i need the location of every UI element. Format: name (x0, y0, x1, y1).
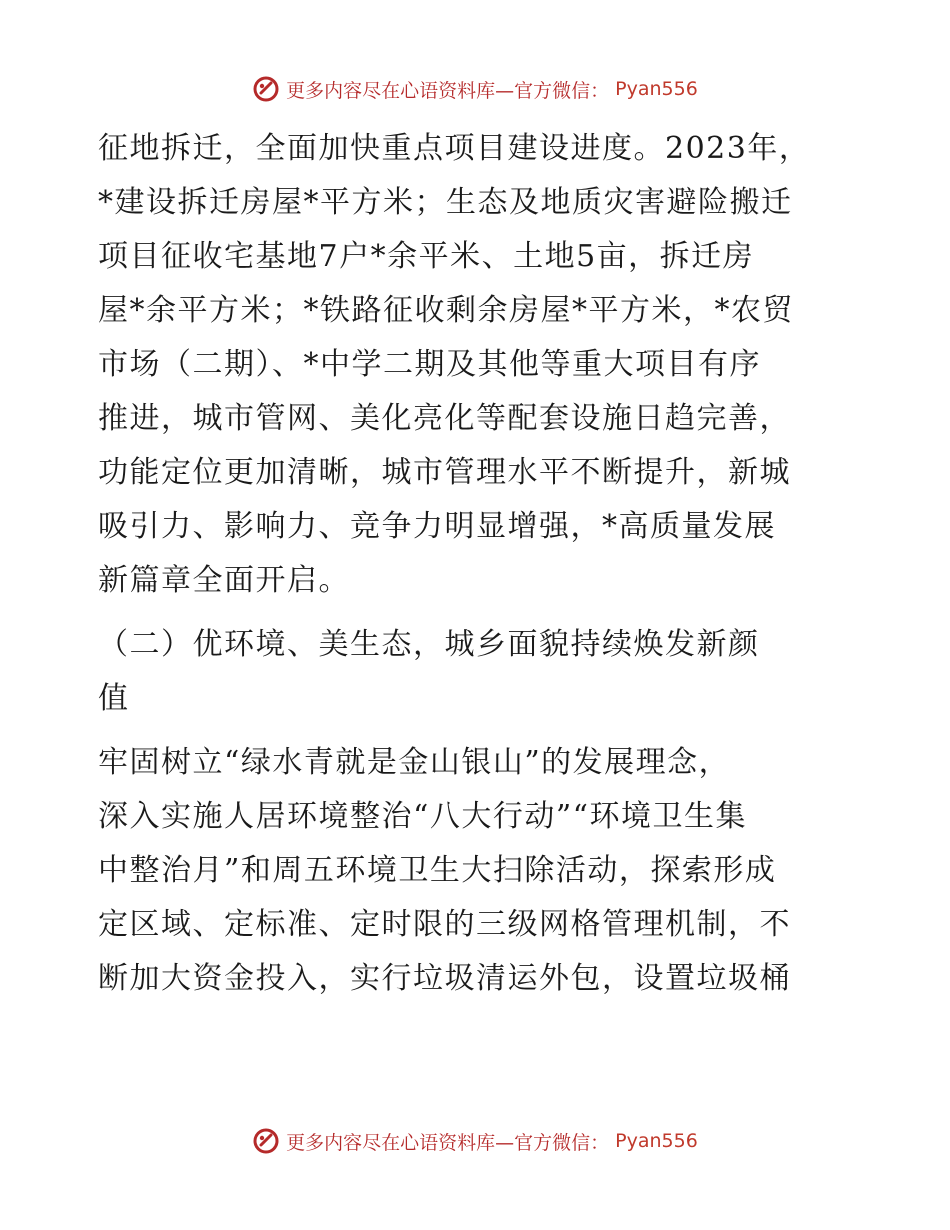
logo-icon (252, 1127, 280, 1155)
text-line: 市场（二期）、*中学二期及其他等重大项目有序 (98, 347, 761, 382)
document-body (98, 122, 858, 1006)
watermark-text: 更多内容尽在心语资料库—官方微信： (286, 1131, 610, 1154)
logo-icon (252, 75, 280, 103)
text-line: 功能定位更加清晰，城市管理水平不断提升，新城 (98, 455, 791, 490)
watermark-handle: Pyan556 (615, 1130, 698, 1152)
paragraph-2 (98, 736, 858, 1006)
text-line: 定区域、定标准、定时限的三级网格管理机制，不 (98, 907, 791, 942)
watermark-text: 更多内容尽在心语资料库—官方微信： (286, 79, 610, 102)
paragraph-1 (98, 122, 858, 608)
heading-line: （二）优环境、美生态，城乡面貌持续焕发新颜 (98, 627, 760, 662)
text-line: 吸引力、影响力、竞争力明显增强，*高质量发展 (98, 509, 776, 544)
text-line: 断加大资金投入，实行垃圾清运外包，设置垃圾桶 (98, 961, 791, 996)
text-line: 征地拆迁，全面加快重点项目建设进度。2023年， (98, 131, 811, 166)
text-line: 项目征收宅基地7户*余平米、土地5亩，拆迁房 (98, 239, 755, 274)
section-heading (98, 618, 858, 726)
footer-watermark (0, 1127, 950, 1155)
text-line: 推进，城市管网、美化亮化等配套设施日趋完善， (98, 401, 791, 436)
text-line: 牢固树立“绿水青就是金山银山”的发展理念， (98, 745, 731, 780)
text-line: 深入实施人居环境整治“八大行动”“环境卫生集 (98, 799, 748, 834)
text-line: 屋*余平方米；*铁路征收剩余房屋*平方米，*农贸 (98, 293, 794, 328)
text-line: 新篇章全面开启。 (98, 563, 350, 598)
text-line: *建设拆迁房屋*平方米；生态及地质灾害避险搬迁 (98, 185, 793, 220)
watermark-handle: Pyan556 (615, 78, 698, 100)
header-watermark (0, 75, 950, 103)
text-line: 中整治月”和周五环境卫生大扫除活动，探索形成 (98, 853, 777, 888)
heading-line: 值 (98, 681, 130, 716)
